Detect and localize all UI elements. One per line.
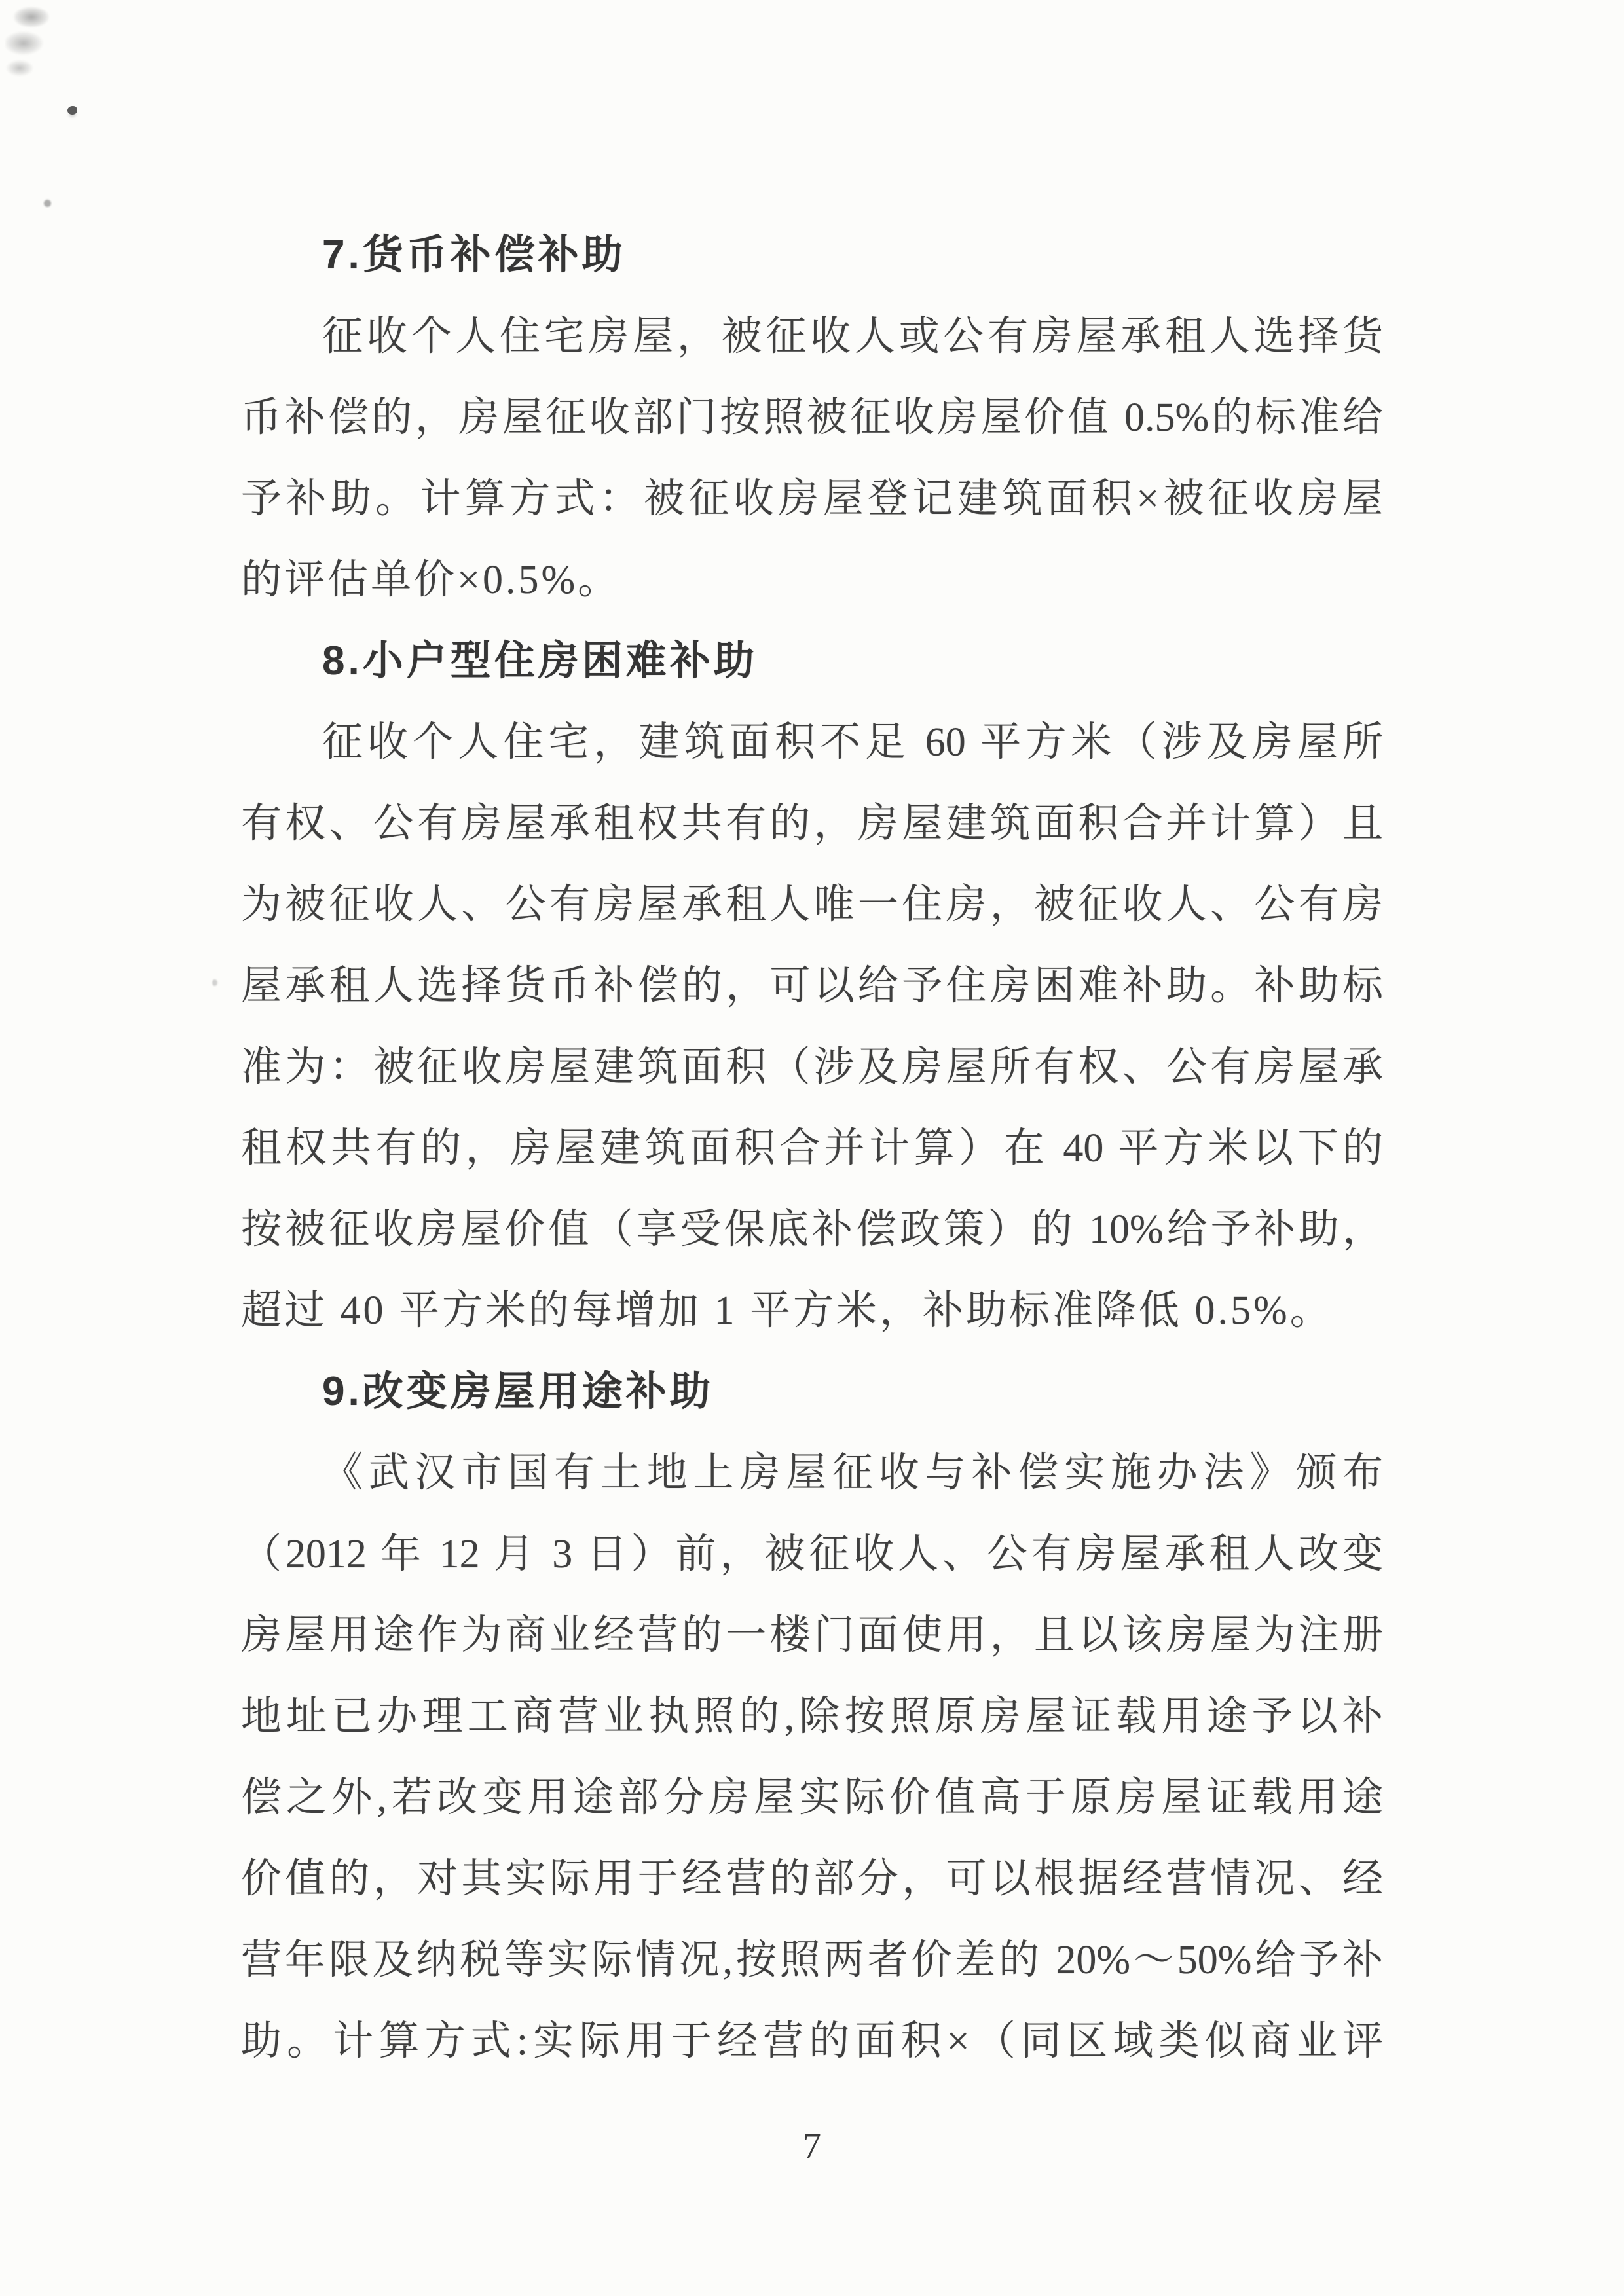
paragraph-line: 房屋用途作为商业经营的一楼门面使用，且以该房屋为注册: [241, 1613, 1383, 1658]
paragraph-line: 屋承租人选择货币补偿的，可以给予住房困难补助。补助标: [241, 964, 1383, 1008]
paragraph-line: 地址已办理工商营业执照的,除按照原房屋证载用途予以补: [241, 1694, 1383, 1739]
scan-smudge: [5, 3, 77, 88]
paragraph-line: 准为：被征收房屋建筑面积（涉及房屋所有权、公有房屋承: [241, 1045, 1383, 1089]
paragraph-line: 租权共有的，房屋建筑面积合并计算）在 40 平方米以下的: [241, 1126, 1383, 1171]
paragraph-line: 助。计算方式:实际用于经营的面积×（同区域类似商业评: [241, 2019, 1383, 2064]
paragraph-line: 予补助。计算方式：被征收房屋登记建筑面积×被征收房屋: [241, 477, 1383, 521]
paragraph-line: 超过 40 平方米的每增加 1 平方米，补助标准降低 0.5%。: [241, 1288, 1333, 1333]
section-heading-9: 9.改变房屋用途补助: [322, 1369, 714, 1414]
paragraph-line: 征收个人住宅，建筑面积不足 60 平方米（涉及房屋所: [322, 720, 1383, 765]
scan-ink-dot: [67, 106, 77, 115]
paragraph-line: 偿之外,若改变用途部分房屋实际价值高于原房屋证载用途: [241, 1776, 1383, 1820]
section-heading-7: 7.货币补偿补助: [322, 232, 626, 278]
paragraph-line: 有权、公有房屋承租权共有的，房屋建筑面积合并计算）且: [241, 801, 1383, 846]
paragraph-line: 征收个人住宅房屋，被征收人或公有房屋承租人选择货: [322, 314, 1383, 359]
paragraph-line: 币补偿的，房屋征收部门按照被征收房屋价值 0.5%的标准给: [241, 395, 1383, 440]
document-body: [241, 215, 1383, 2082]
paragraph-line: 《武汉市国有土地上房屋征收与补偿实施办法》颁布: [322, 1451, 1383, 1495]
paragraph-line: 价值的，对其实际用于经营的部分，可以根据经营情况、经: [241, 1857, 1383, 1901]
paragraph-line: 为被征收人、公有房屋承租人唯一住房，被征收人、公有房: [241, 883, 1383, 927]
paragraph-line: 营年限及纳税等实际情况,按照两者价差的 20%～50%给予补: [241, 1938, 1383, 1982]
page-number: 7: [803, 2126, 821, 2166]
section-heading-8: 8.小户型住房困难补助: [322, 638, 758, 683]
scan-speck: [212, 979, 217, 986]
paragraph-line: 按被征收房屋价值（享受保底补偿政策）的 10%给予补助，: [241, 1207, 1383, 1252]
paragraph-line: 的评估单价×0.5%。: [241, 558, 621, 602]
scan-speck: [44, 200, 51, 207]
paragraph-line: （2012 年 12 月 3 日）前，被征收人、公有房屋承租人改变: [241, 1532, 1383, 1576]
